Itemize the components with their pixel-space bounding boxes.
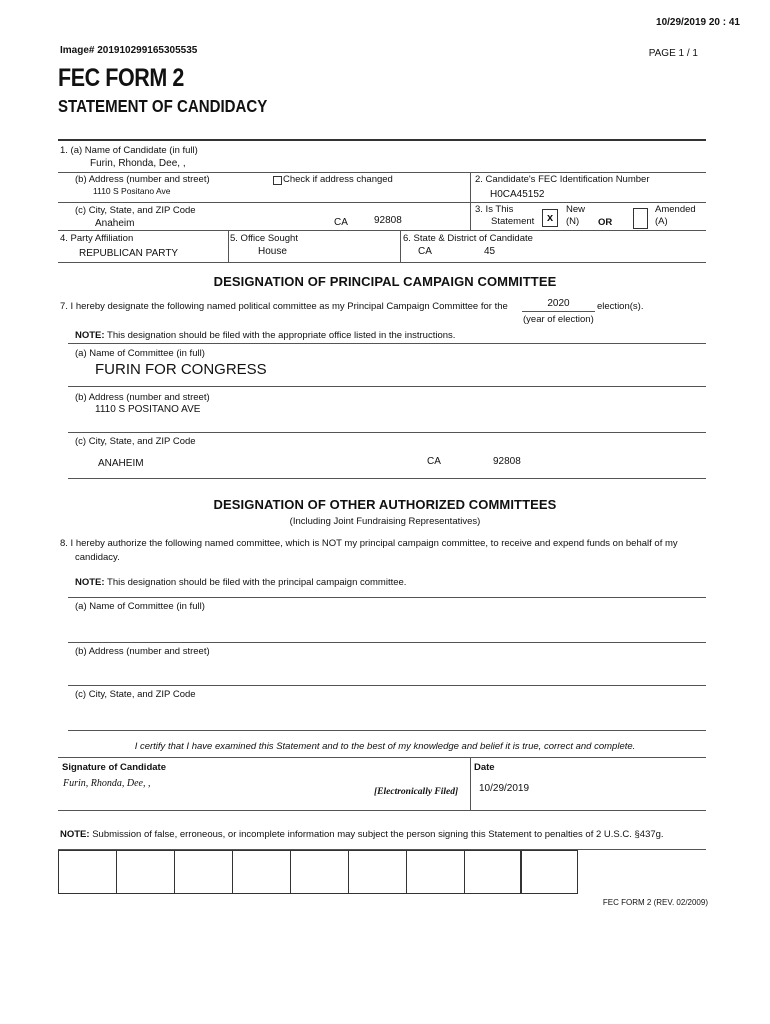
candidate-signature: Furin, Rhonda, Dee, , bbox=[63, 778, 151, 789]
candidate-city: Anaheim bbox=[95, 218, 135, 229]
other-address-label: (b) Address (number and street) bbox=[75, 646, 210, 657]
grid-cell bbox=[464, 850, 522, 894]
candidate-zip: 92808 bbox=[374, 215, 402, 226]
new-code: (N) bbox=[566, 216, 580, 227]
principal-name-label: (a) Name of Committee (in full) bbox=[75, 348, 205, 359]
fec-id: H0CA45152 bbox=[490, 189, 545, 200]
principal-committee-title: DESIGNATION OF PRINCIPAL CAMPAIGN COMMITTEE bbox=[213, 274, 557, 289]
principal-committee-address: 1110 S POSITANO AVE bbox=[95, 404, 201, 415]
office-sought: House bbox=[258, 246, 287, 257]
other-statement-line2: candidacy. bbox=[75, 552, 120, 563]
form-revision: FEC FORM 2 (REV. 02/2009) bbox=[602, 898, 708, 907]
is-this-label: 3. Is This bbox=[475, 204, 514, 215]
election-year: 2020 bbox=[547, 298, 570, 309]
principal-committee-zip: 92808 bbox=[493, 456, 521, 467]
candidate-name-label: 1. (a) Name of Candidate (in full) bbox=[60, 145, 198, 156]
grid-cell bbox=[58, 850, 117, 894]
candidate-address-label: (b) Address (number and street) bbox=[75, 174, 210, 185]
grid-cell bbox=[174, 850, 233, 894]
amended-label: Amended bbox=[655, 204, 696, 215]
certification-text: I certify that I have examined this Statement and to the best of my knowledge and belief it is true, correct and complete. bbox=[134, 741, 636, 752]
other-statement-line1: 8. I hereby authorize the following named committee, which is NOT my principal campaign committee, to receive and expend funds on behalf of my bbox=[60, 538, 678, 549]
statement-label: Statement bbox=[491, 216, 535, 227]
signature-label: Signature of Candidate bbox=[62, 762, 166, 773]
electronically-filed: [Electronically Filed] bbox=[374, 787, 459, 797]
principal-committee-name: FURIN FOR CONGRESS bbox=[95, 361, 267, 378]
grid-cell bbox=[116, 850, 175, 894]
office-label: 5. Office Sought bbox=[230, 233, 298, 244]
image-number: Image# 201910299165305535 bbox=[60, 45, 198, 56]
grid-cell bbox=[232, 850, 291, 894]
other-note: NOTE: This designation should be filed with the principal campaign committee. bbox=[75, 577, 407, 588]
district-number: 45 bbox=[484, 246, 496, 257]
check-address-label: Check if address changed bbox=[283, 174, 393, 185]
district-state: CA bbox=[418, 246, 432, 257]
other-name-label: (a) Name of Committee (in full) bbox=[75, 601, 205, 612]
address-changed-checkbox[interactable] bbox=[273, 176, 282, 185]
or-label: OR bbox=[598, 217, 613, 228]
principal-committee-state: CA bbox=[427, 456, 441, 467]
other-committees-title: DESIGNATION OF OTHER AUTHORIZED COMMITTEES bbox=[213, 497, 557, 512]
party-affiliation: REPUBLICAN PARTY bbox=[79, 248, 179, 259]
timestamp: 10/29/2019 20 : 41 bbox=[656, 17, 740, 28]
principal-city-label: (c) City, State, and ZIP Code bbox=[75, 436, 196, 447]
footer-note: NOTE: Submission of false, erroneous, or incomplete information may subject the person signing this Statement to penalties of 2 U.S.C. §437g. bbox=[60, 829, 664, 840]
principal-statement: 7. I hereby designate the following named political committee as my Principal Campaign Committee for the bbox=[60, 301, 508, 312]
page-number: PAGE 1 / 1 bbox=[648, 48, 698, 59]
other-city-label: (c) City, State, and ZIP Code bbox=[75, 689, 196, 700]
grid-cell bbox=[520, 850, 578, 894]
grid-cell bbox=[406, 850, 465, 894]
other-committees-subtitle: (Including Joint Fundraising Representatives) bbox=[289, 516, 481, 527]
amended-statement-checkbox[interactable] bbox=[633, 208, 648, 229]
amended-code: (A) bbox=[655, 216, 668, 227]
new-label: New bbox=[566, 204, 586, 215]
new-statement-checkbox[interactable]: x bbox=[542, 209, 558, 227]
party-label: 4. Party Affiliation bbox=[60, 233, 134, 244]
election-suffix: election(s). bbox=[597, 301, 644, 312]
candidate-name: Furin, Rhonda, Dee, , bbox=[90, 158, 186, 169]
candidate-state: CA bbox=[334, 217, 348, 228]
principal-committee-city: ANAHEIM bbox=[98, 458, 144, 469]
date-label: Date bbox=[474, 762, 495, 773]
grid-cell bbox=[290, 850, 349, 894]
principal-address-label: (b) Address (number and street) bbox=[75, 392, 210, 403]
form-subtitle: STATEMENT OF CANDIDACY bbox=[58, 96, 268, 116]
principal-note: NOTE: This designation should be filed with the appropriate office listed in the instructions. bbox=[75, 330, 456, 341]
form-title: FEC FORM 2 bbox=[58, 64, 184, 92]
fec-id-label: 2. Candidate's FEC Identification Number bbox=[475, 174, 650, 185]
year-caption: (year of election) bbox=[523, 314, 594, 325]
candidate-address: 1110 S Positano Ave bbox=[93, 186, 171, 196]
grid-cell bbox=[348, 850, 407, 894]
candidate-city-label: (c) City, State, and ZIP Code bbox=[75, 205, 196, 216]
signature-date: 10/29/2019 bbox=[479, 783, 530, 794]
district-label: 6. State & District of Candidate bbox=[403, 233, 533, 244]
